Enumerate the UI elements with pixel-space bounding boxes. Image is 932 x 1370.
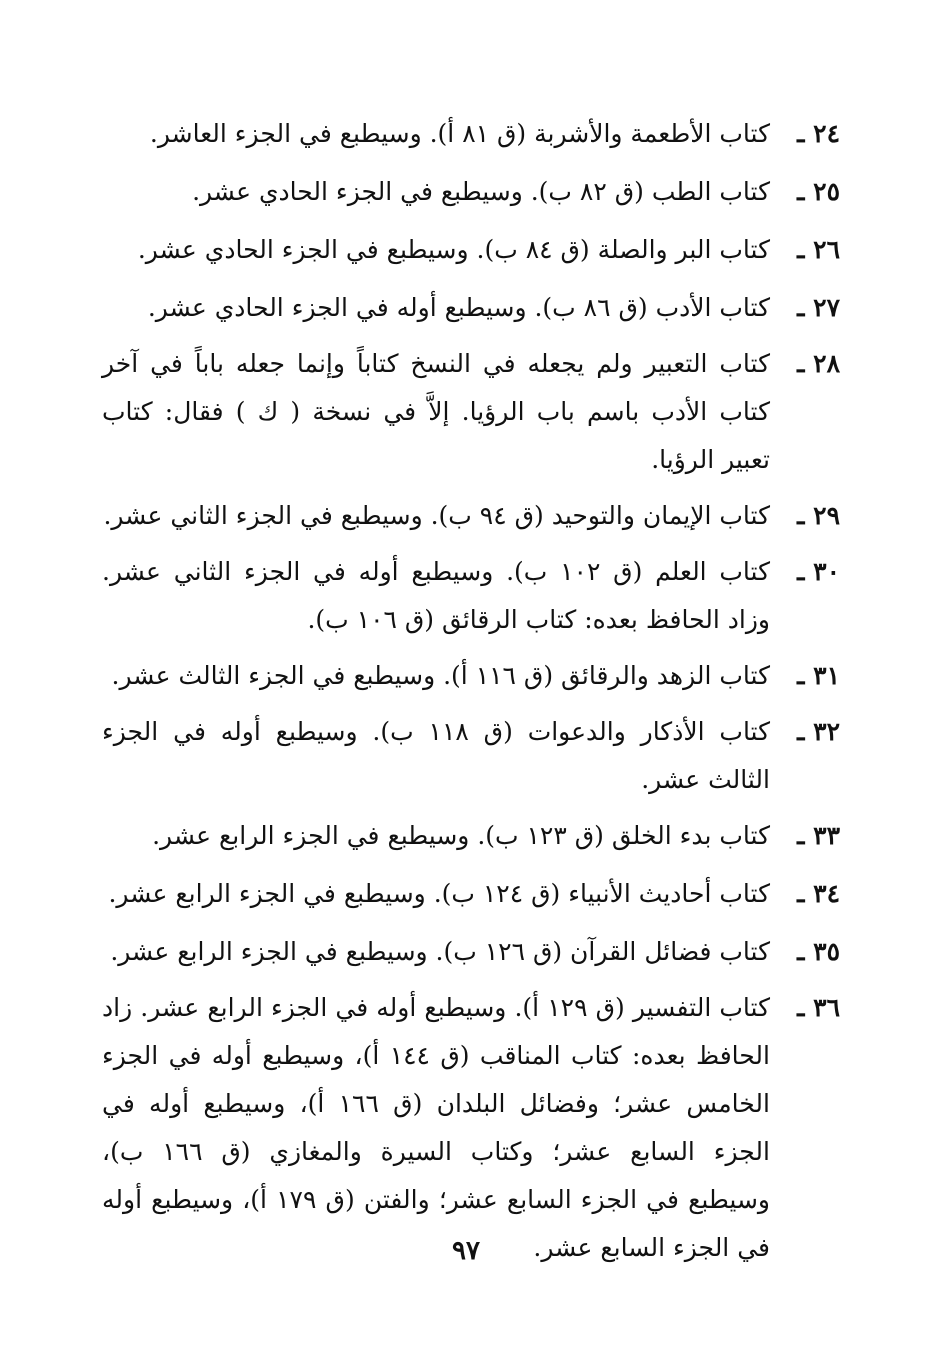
list-item	[102, 984, 840, 1272]
item-number: ٢٤ ـ	[797, 119, 840, 148]
item-text: كتاب بدء الخلق (ق ١٢٣ ب). وسيطبع في الجزء الرابع عشر.	[152, 821, 770, 850]
list-item	[102, 708, 840, 804]
item-text: كتاب التفسير (ق ١٢٩ أ). وسيطبع أوله في الجزء الرابع عشر. زاد الحافظ بعده: كتاب المناقب (ق ١٤٤ أ)، وسيطبع أوله في الجزء الخامس عشر؛ وفضائل البلدان (ق ١٦٦ أ)، وسيطبع أوله في الجزء السابع عشر؛ وكتاب السيرة والمغازي (ق ١٦٦ ب)، وسيطبع في الجزء السابع عشر؛ والفتن (ق ١٧٩ أ)، وسيطبع أوله في الجزء السابع عشر.	[102, 993, 770, 1262]
list-item	[102, 810, 840, 862]
item-text: كتاب الإيمان والتوحيد (ق ٩٤ ب). وسيطبع في الجزء الثاني عشر.	[103, 501, 770, 530]
list-item	[102, 868, 840, 920]
list-item	[102, 340, 840, 484]
item-number: ٣٥ ـ	[797, 937, 840, 966]
list-item	[102, 490, 840, 542]
item-text: كتاب الأدب (ق ٨٦ ب). وسيطبع أوله في الجزء الحادي عشر.	[147, 293, 770, 322]
item-text: كتاب الطب (ق ٨٢ ب). وسيطبع في الجزء الحادي عشر.	[192, 177, 770, 206]
item-number: ٢٥ ـ	[797, 177, 840, 206]
list-item	[102, 166, 840, 218]
item-number: ٣٣ ـ	[797, 821, 840, 850]
list-item	[102, 926, 840, 978]
list-item	[102, 282, 840, 334]
item-text: كتاب فضائل القرآن (ق ١٢٦ ب). وسيطبع في الجزء الرابع عشر.	[110, 937, 770, 966]
page-number: ٩٧	[452, 1236, 480, 1266]
list-item	[102, 108, 840, 160]
item-number: ٢٦ ـ	[797, 235, 840, 264]
item-number: ٢٩ ـ	[797, 501, 840, 530]
item-number: ٢٧ ـ	[797, 293, 840, 322]
item-number: ٣٠ ـ	[797, 557, 840, 586]
list-item	[102, 650, 840, 702]
list-item	[102, 548, 840, 644]
item-number: ٢٨ ـ	[797, 349, 840, 378]
item-number: ٣٤ ـ	[797, 879, 840, 908]
item-text: كتاب التعبير ولم يجعله في النسخ كتاباً وإنما جعله باباً في آخر كتاب الأدب باسم باب الرؤيا. إلاَّ في نسخة ( ك ) فقال: كتاب تعبير الرؤيا.	[102, 349, 770, 474]
item-number: ٣٢ ـ	[797, 717, 840, 746]
item-text: كتاب الزهد والرقائق (ق ١١٦ أ). وسيطبع في الجزء الثالث عشر.	[111, 661, 770, 690]
list-item	[102, 224, 840, 276]
entries-list	[102, 108, 840, 1278]
item-text: كتاب أحاديث الأنبياء (ق ١٢٤ ب). وسيطبع في الجزء الرابع عشر.	[108, 879, 770, 908]
item-number: ٣١ ـ	[797, 661, 840, 690]
item-text: كتاب الأذكار والدعوات (ق ١١٨ ب). وسيطبع أوله في الجزء الثالث عشر.	[102, 717, 771, 794]
item-text: كتاب البر والصلة (ق ٨٤ ب). وسيطبع في الجزء الحادي عشر.	[137, 235, 770, 264]
item-text: كتاب العلم (ق ١٠٢ ب). وسيطبع أوله في الجزء الثاني عشر. وزاد الحافظ بعده: كتاب الرقائق (ق ١٠٦ ب).	[102, 557, 770, 634]
item-number: ٣٦ ـ	[797, 993, 840, 1022]
item-text: كتاب الأطعمة والأشربة (ق ٨١ أ). وسيطبع في الجزء العاشر.	[149, 119, 770, 148]
